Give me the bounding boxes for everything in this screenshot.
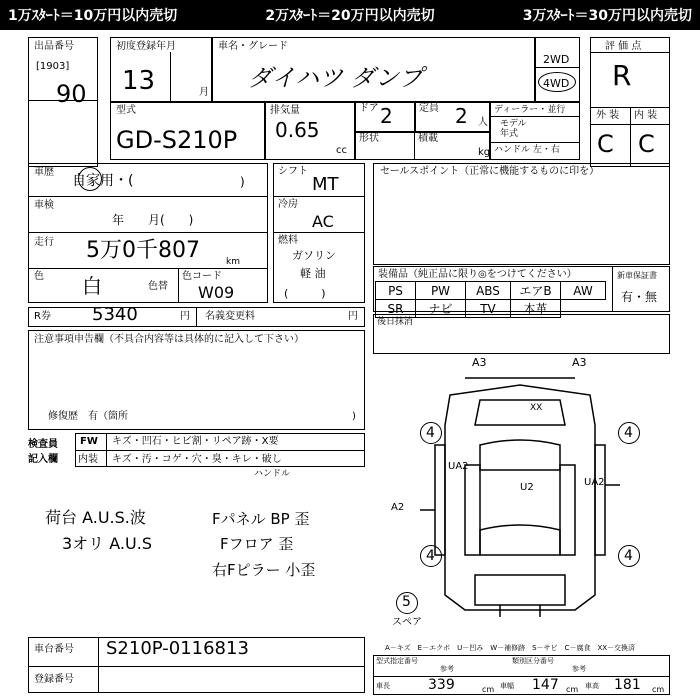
fw-label: FW bbox=[80, 436, 98, 447]
divider bbox=[273, 232, 365, 233]
first-reg-year: 13 bbox=[122, 66, 156, 96]
chassis-label: 車台番号 bbox=[34, 644, 74, 655]
color-code-value: W09 bbox=[198, 283, 235, 302]
interior-label: 内 装 bbox=[634, 110, 658, 121]
color-change-label: 色替 bbox=[148, 281, 168, 292]
recycle-label: R券 bbox=[34, 311, 51, 322]
divider bbox=[178, 268, 179, 303]
equip-aw: AW bbox=[561, 282, 606, 300]
damage-legend: A－キズ E－エクボ U－凹み W－補修跡 S－サビ C－腐食 XX－交換済 bbox=[385, 644, 636, 652]
fw-items: キズ・凹石・ヒビ割・リペア跡・X要 bbox=[112, 436, 279, 447]
equipment-row-1 bbox=[376, 282, 606, 300]
divider bbox=[170, 52, 171, 102]
deposit-label: 名義変更料 bbox=[205, 311, 255, 322]
drive-4wd: 4WD bbox=[543, 77, 570, 90]
divider bbox=[28, 232, 268, 233]
sales-point-box bbox=[373, 163, 670, 265]
spare-label: スペア bbox=[392, 617, 422, 628]
lot-label: 出品番号 bbox=[34, 41, 74, 52]
doors-value: 2 bbox=[380, 104, 393, 128]
reference-1: 参考 bbox=[440, 665, 454, 673]
equip-ps: PS bbox=[376, 282, 416, 300]
displacement-label: 排気量 bbox=[270, 105, 300, 116]
note-1: 荷台 A.U.S.波 bbox=[45, 508, 146, 527]
reg-label: 登録番号 bbox=[34, 674, 74, 685]
fuel-gasoline: ガソリン bbox=[292, 249, 336, 262]
tire-rr: 4 bbox=[624, 548, 633, 564]
car-outline bbox=[445, 385, 595, 610]
kg-unit: kg bbox=[478, 147, 491, 158]
drive-2wd: 2WD bbox=[543, 53, 570, 66]
drive-box bbox=[535, 37, 580, 102]
spare-value: 5 bbox=[402, 594, 411, 610]
equip-navi: ナビ bbox=[416, 300, 466, 318]
capacity-label: 定員 bbox=[419, 103, 439, 114]
length-cm: cm bbox=[482, 685, 495, 694]
equip-leather: 本革 bbox=[511, 300, 561, 318]
color-code-label: 色コード bbox=[182, 271, 222, 282]
a3-right: A3 bbox=[572, 356, 587, 369]
note-4: Fフロア 歪 bbox=[220, 535, 294, 553]
shift-label: シフト bbox=[278, 166, 308, 177]
divider bbox=[590, 124, 670, 125]
ac-value: AC bbox=[312, 212, 334, 231]
divider bbox=[612, 266, 613, 312]
history-circle bbox=[78, 167, 102, 191]
inspector-label: 検査員 記入欄 bbox=[28, 439, 58, 465]
capacity-value: 2 bbox=[455, 104, 468, 128]
divider bbox=[28, 196, 268, 197]
equipment-table bbox=[375, 281, 606, 318]
length-value: 339 bbox=[428, 677, 455, 693]
tire-fl: 4 bbox=[426, 425, 435, 441]
person-unit: 人 bbox=[478, 117, 488, 128]
designation-label: 型式指定番号 bbox=[376, 657, 418, 665]
category-label: 類別区分番号 bbox=[512, 657, 554, 665]
divider bbox=[414, 132, 415, 160]
drive-4wd-circle bbox=[538, 72, 576, 92]
divider bbox=[490, 142, 580, 143]
ua2-right: UA2 bbox=[584, 477, 605, 488]
note-5: 右Fピラー 小歪 bbox=[212, 561, 316, 579]
u2-center: U2 bbox=[520, 482, 534, 493]
fuel-paren: ( ) bbox=[284, 287, 326, 300]
rear-marks bbox=[500, 605, 540, 617]
equip-airbag: エアB bbox=[511, 282, 561, 300]
lot-number: 90 bbox=[56, 80, 87, 108]
interior-insp-items: キズ・汚・コゲ・穴・臭・キレ・破し bbox=[112, 454, 282, 465]
registration-note-label: 後日抹消 bbox=[377, 317, 414, 327]
history-close: ) bbox=[240, 175, 245, 189]
note-2: 3オリ A.U.S bbox=[62, 534, 152, 553]
inspection-value: 年 月( ) bbox=[112, 213, 194, 227]
chassis-value: S210P-0116813 bbox=[106, 638, 249, 659]
registration-note-box bbox=[373, 314, 670, 354]
recycle-yen: 円 bbox=[180, 311, 190, 322]
mileage-label: 走行 bbox=[34, 237, 54, 248]
interior-insp-label: 内装 bbox=[78, 454, 98, 465]
rating-value: R bbox=[612, 59, 632, 92]
tire-fr: 4 bbox=[624, 425, 633, 441]
note-3: Fパネル BP 歪 bbox=[212, 510, 310, 528]
height-value: 181 bbox=[614, 677, 641, 693]
equipment-label: 装備品（純正品に限り◎をつけてください） bbox=[378, 269, 577, 280]
xx-mark: XX bbox=[530, 403, 543, 413]
model-value: GD-S210P bbox=[116, 126, 238, 154]
rating-label: 評 価 点 bbox=[605, 41, 642, 52]
shift-value: MT bbox=[312, 174, 339, 195]
ua2-left: UA2 bbox=[448, 461, 469, 472]
history-value: 自家用・( bbox=[72, 173, 134, 189]
banner-item-2: 2万ｽﾀｰﾄ＝20万円以内売切 bbox=[265, 8, 435, 24]
handle-label: ハンドル 左・右 bbox=[494, 145, 560, 155]
exterior-value: C bbox=[597, 130, 614, 158]
divider bbox=[75, 450, 365, 451]
repair-label: 修復歴 有（箇所 bbox=[48, 411, 128, 422]
notes-label: 注意事項申告欄（不具合内容等は具体的に記入して下さい） bbox=[34, 334, 304, 345]
history-label: 車歴 bbox=[34, 167, 54, 178]
car-length-label: 車長 bbox=[376, 682, 390, 690]
lot-code: [1903] bbox=[36, 61, 70, 72]
equip-pw: PW bbox=[416, 282, 466, 300]
left-side bbox=[435, 445, 445, 555]
equip-abs: ABS bbox=[466, 282, 511, 300]
divider bbox=[98, 637, 99, 693]
pricing-banner bbox=[0, 0, 700, 30]
equip-sr: SR bbox=[376, 300, 416, 318]
fuel-label: 燃料 bbox=[278, 235, 298, 246]
height-cm: cm bbox=[652, 685, 665, 694]
reference-2: 参考 bbox=[572, 665, 586, 673]
cargo-bed bbox=[475, 575, 565, 605]
warranty-choice: 有・無 bbox=[621, 290, 658, 304]
car-width-label: 車幅 bbox=[500, 682, 514, 690]
car-name: ダイハツ ダンプ bbox=[248, 64, 423, 92]
repair-close: ) bbox=[352, 411, 356, 422]
divider bbox=[28, 100, 98, 101]
sales-point-label: セールスポイント（正常に機能するものに印を） bbox=[380, 166, 600, 177]
fuel-kei: 軽 油 bbox=[300, 267, 326, 280]
a2-left: A2 bbox=[391, 502, 405, 513]
front-bumper bbox=[475, 400, 565, 425]
car-name-label: 車名・グレード bbox=[218, 41, 288, 52]
model-year-label: モデル 年式 bbox=[500, 119, 527, 139]
car-height-label: 車高 bbox=[585, 682, 599, 690]
doors-label: ドア bbox=[359, 103, 379, 114]
left-door bbox=[465, 465, 480, 555]
month-unit: 月 bbox=[199, 87, 209, 98]
divider bbox=[630, 107, 631, 167]
a3-left: A3 bbox=[472, 356, 487, 369]
ac-label: 冷房 bbox=[278, 199, 298, 210]
equip-tv: TV bbox=[466, 300, 511, 318]
cc-unit: cc bbox=[336, 145, 347, 156]
banner-item-3: 3万ｽﾀｰﾄ＝30万円以内売切 bbox=[522, 8, 692, 24]
inspection-label: 車検 bbox=[34, 200, 54, 211]
mileage-value: 5万0千807 bbox=[86, 238, 200, 263]
divider bbox=[196, 307, 197, 327]
color-value: 白 bbox=[82, 274, 102, 298]
interior-value: C bbox=[638, 130, 655, 158]
divider bbox=[28, 666, 365, 667]
divider bbox=[28, 268, 268, 269]
divider bbox=[535, 67, 580, 68]
model-label: 型式 bbox=[116, 105, 136, 116]
first-reg-label: 初度登録年月 bbox=[116, 41, 176, 52]
shape-label: 形状 bbox=[359, 133, 379, 144]
right-door bbox=[560, 465, 575, 555]
km-unit: km bbox=[226, 257, 240, 267]
tire-rl: 4 bbox=[426, 548, 435, 564]
new-warranty-label: 新車保証書 bbox=[617, 271, 657, 280]
exterior-label: 外 装 bbox=[596, 110, 620, 121]
divider bbox=[490, 116, 580, 117]
handle-note: ハンドル bbox=[254, 469, 291, 479]
width-cm: cm bbox=[566, 685, 579, 694]
divider bbox=[590, 52, 670, 53]
banner-item-1: 1万ｽﾀｰﾄ＝10万円以内売切 bbox=[8, 8, 178, 24]
rear-window bbox=[480, 525, 560, 555]
deposit-unit: 円 bbox=[348, 311, 358, 322]
divider bbox=[273, 196, 365, 197]
divider bbox=[106, 433, 107, 467]
dealer-label: ディーラー・並行 bbox=[494, 105, 566, 115]
right-side bbox=[595, 445, 605, 555]
load-label: 積載 bbox=[418, 133, 438, 144]
displacement-value: 0.65 bbox=[275, 118, 320, 142]
width-value: 147 bbox=[532, 677, 559, 693]
windshield bbox=[480, 440, 560, 470]
recycle-value: 5340 bbox=[92, 304, 138, 325]
color-label: 色 bbox=[34, 271, 44, 282]
